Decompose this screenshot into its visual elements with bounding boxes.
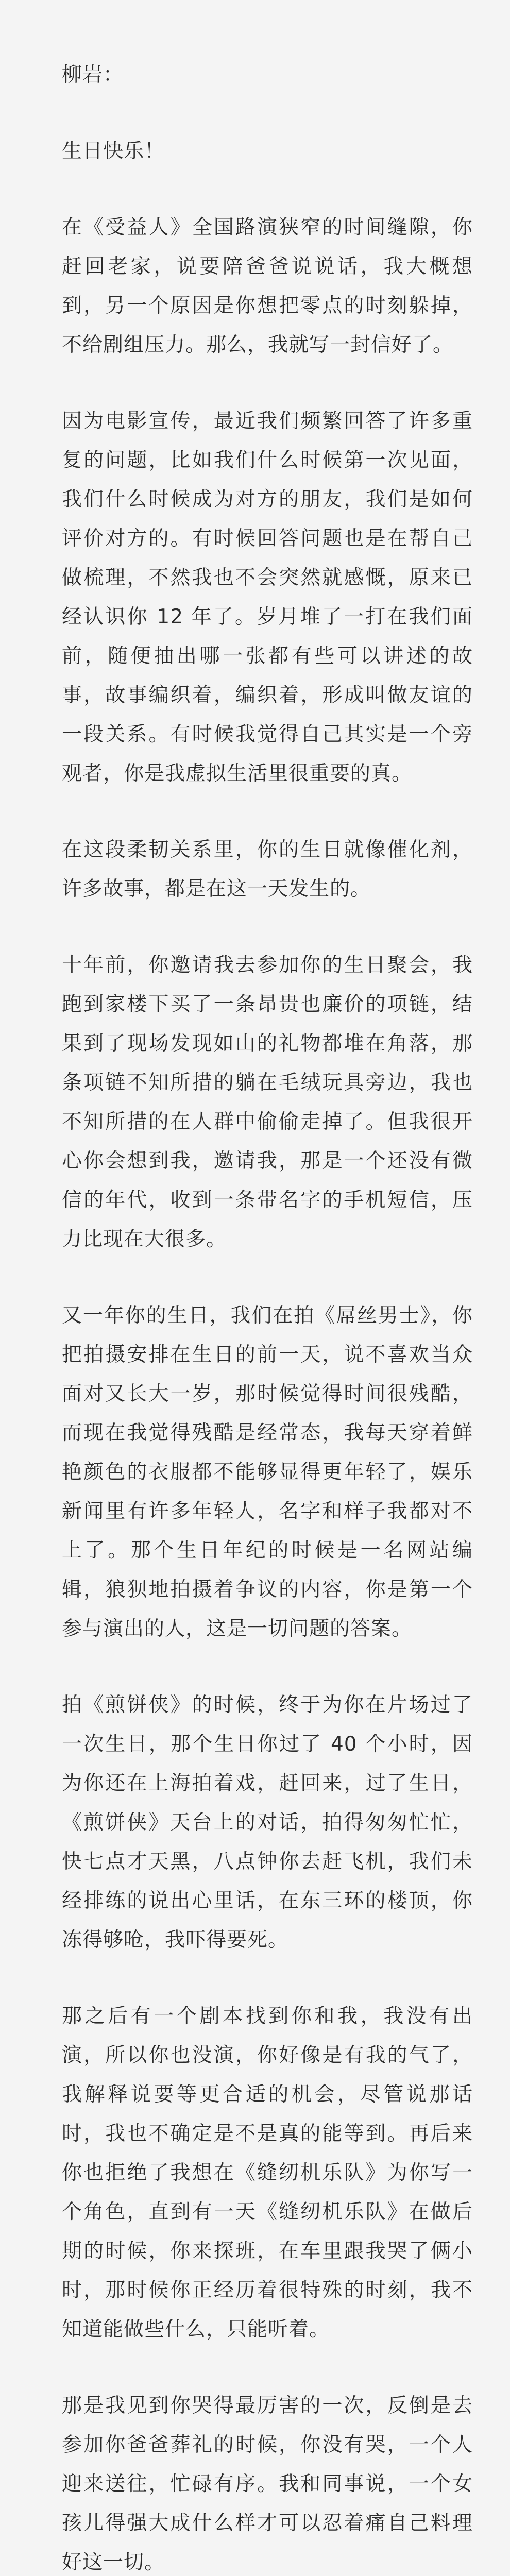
letter-paragraph: 生日快乐！ [62,140,165,163]
letter-paragraph: 在这段柔韧关系里，你的生日就像催化剂，许多故事，都是在这一天发生的。 [62,838,473,901]
letter-paragraph: 又一年你的生日，我们在拍《屌丝男士》，你把拍摄安排在生日的前一天，说不喜欢当众面对又长大一岁，那时候觉得时间很残酷，而现在我觉得残酷是经常态，我每天穿着鲜艳颜色的衣服都不能够显得更年轻了，娱乐新闻里有许多年轻人，名字和样子我都对不上了。那个生日年纪的时候是一名网站编辑，狼狈地拍摄着争议的内容，你是第一个参与演出的人，这是一切问题的答案。 [62,1304,473,1640]
letter-paragraph: 因为电影宣传，最近我们频繁回答了许多重复的问题，比如我们什么时候第一次见面，我们什么时候成为对方的朋友，我们是如何评价对方的。有时候回答问题也是在帮自己做梳理，不然我也不会突然就感慨，原来已经认识你 12 年了。岁月堆了一打在我们面前，随便抽出哪一张都有些可以讲述的故事，故事编织着，编织着，形成叫做友谊的一段关系。有时候我觉得自己其实是一个旁观者，你是我虚拟生活里很重要的真。 [62,410,473,785]
letter-paragraph: 那是我见到你哭得最厉害的一次，反倒是去参加你爸爸葬礼的时候，你没有哭，一个人迎来送往，忙碌有序。我和同事说，一个女孩儿得强大成什么样才可以忍着痛自己料理好这一切。 [62,2394,473,2574]
letter-paragraph: 十年前，你邀请我去参加你的生日聚会，我跑到家楼下买了一条昂贵也廉价的项链，结果到了现场发现如山的礼物都堆在角落，那条项链不知所措的躺在毛绒玩具旁边，我也不知所措的在人群中偷偷走掉了。但我很开心你会想到我，邀请我，那是一个还没有微信的年代，收到一条带名字的手机短信，压力比现在大很多。 [62,954,473,1251]
letter-paragraph: 那之后有一个剧本找到你和我，我没有出演，所以你也没演，你好像是有我的气了，我解释说要等更合适的机会，尽管说那话时，我也不确定是不是真的能等到。再后来你也拒绝了我想在《缝纫机乐队》为你写一个角色，直到有一天《缝纫机乐队》在做后期的时候，你来探班，在车里跟我哭了俩小时，那时候你正经历着很特殊的时刻，我不知道能做些什么，只能听着。 [62,2005,473,2341]
letter-paragraph: 拍《煎饼侠》的时候，终于为你在片场过了一次生日，那个生日你过了 40 个小时，因为你还在上海拍着戏，赶回来，过了生日，《煎饼侠》天台上的对话，拍得匆匆忙忙，快七点才天黑，八点钟你去赶飞机，我们未经排练的说出心里话，在东三环的楼顶，你冻得够呛，我吓得要死。 [62,1693,473,1952]
letter-paragraph: 在《受益人》全国路演狭窄的时间缝隙，你赶回老家，说要陪爸爸说说话，我大概想到，另一个原因是你想把零点的时刻躲掉，不给剧组压力。那么，我就写一封信好了。 [62,216,473,357]
letter-salutation: 柳岩： [62,63,124,87]
